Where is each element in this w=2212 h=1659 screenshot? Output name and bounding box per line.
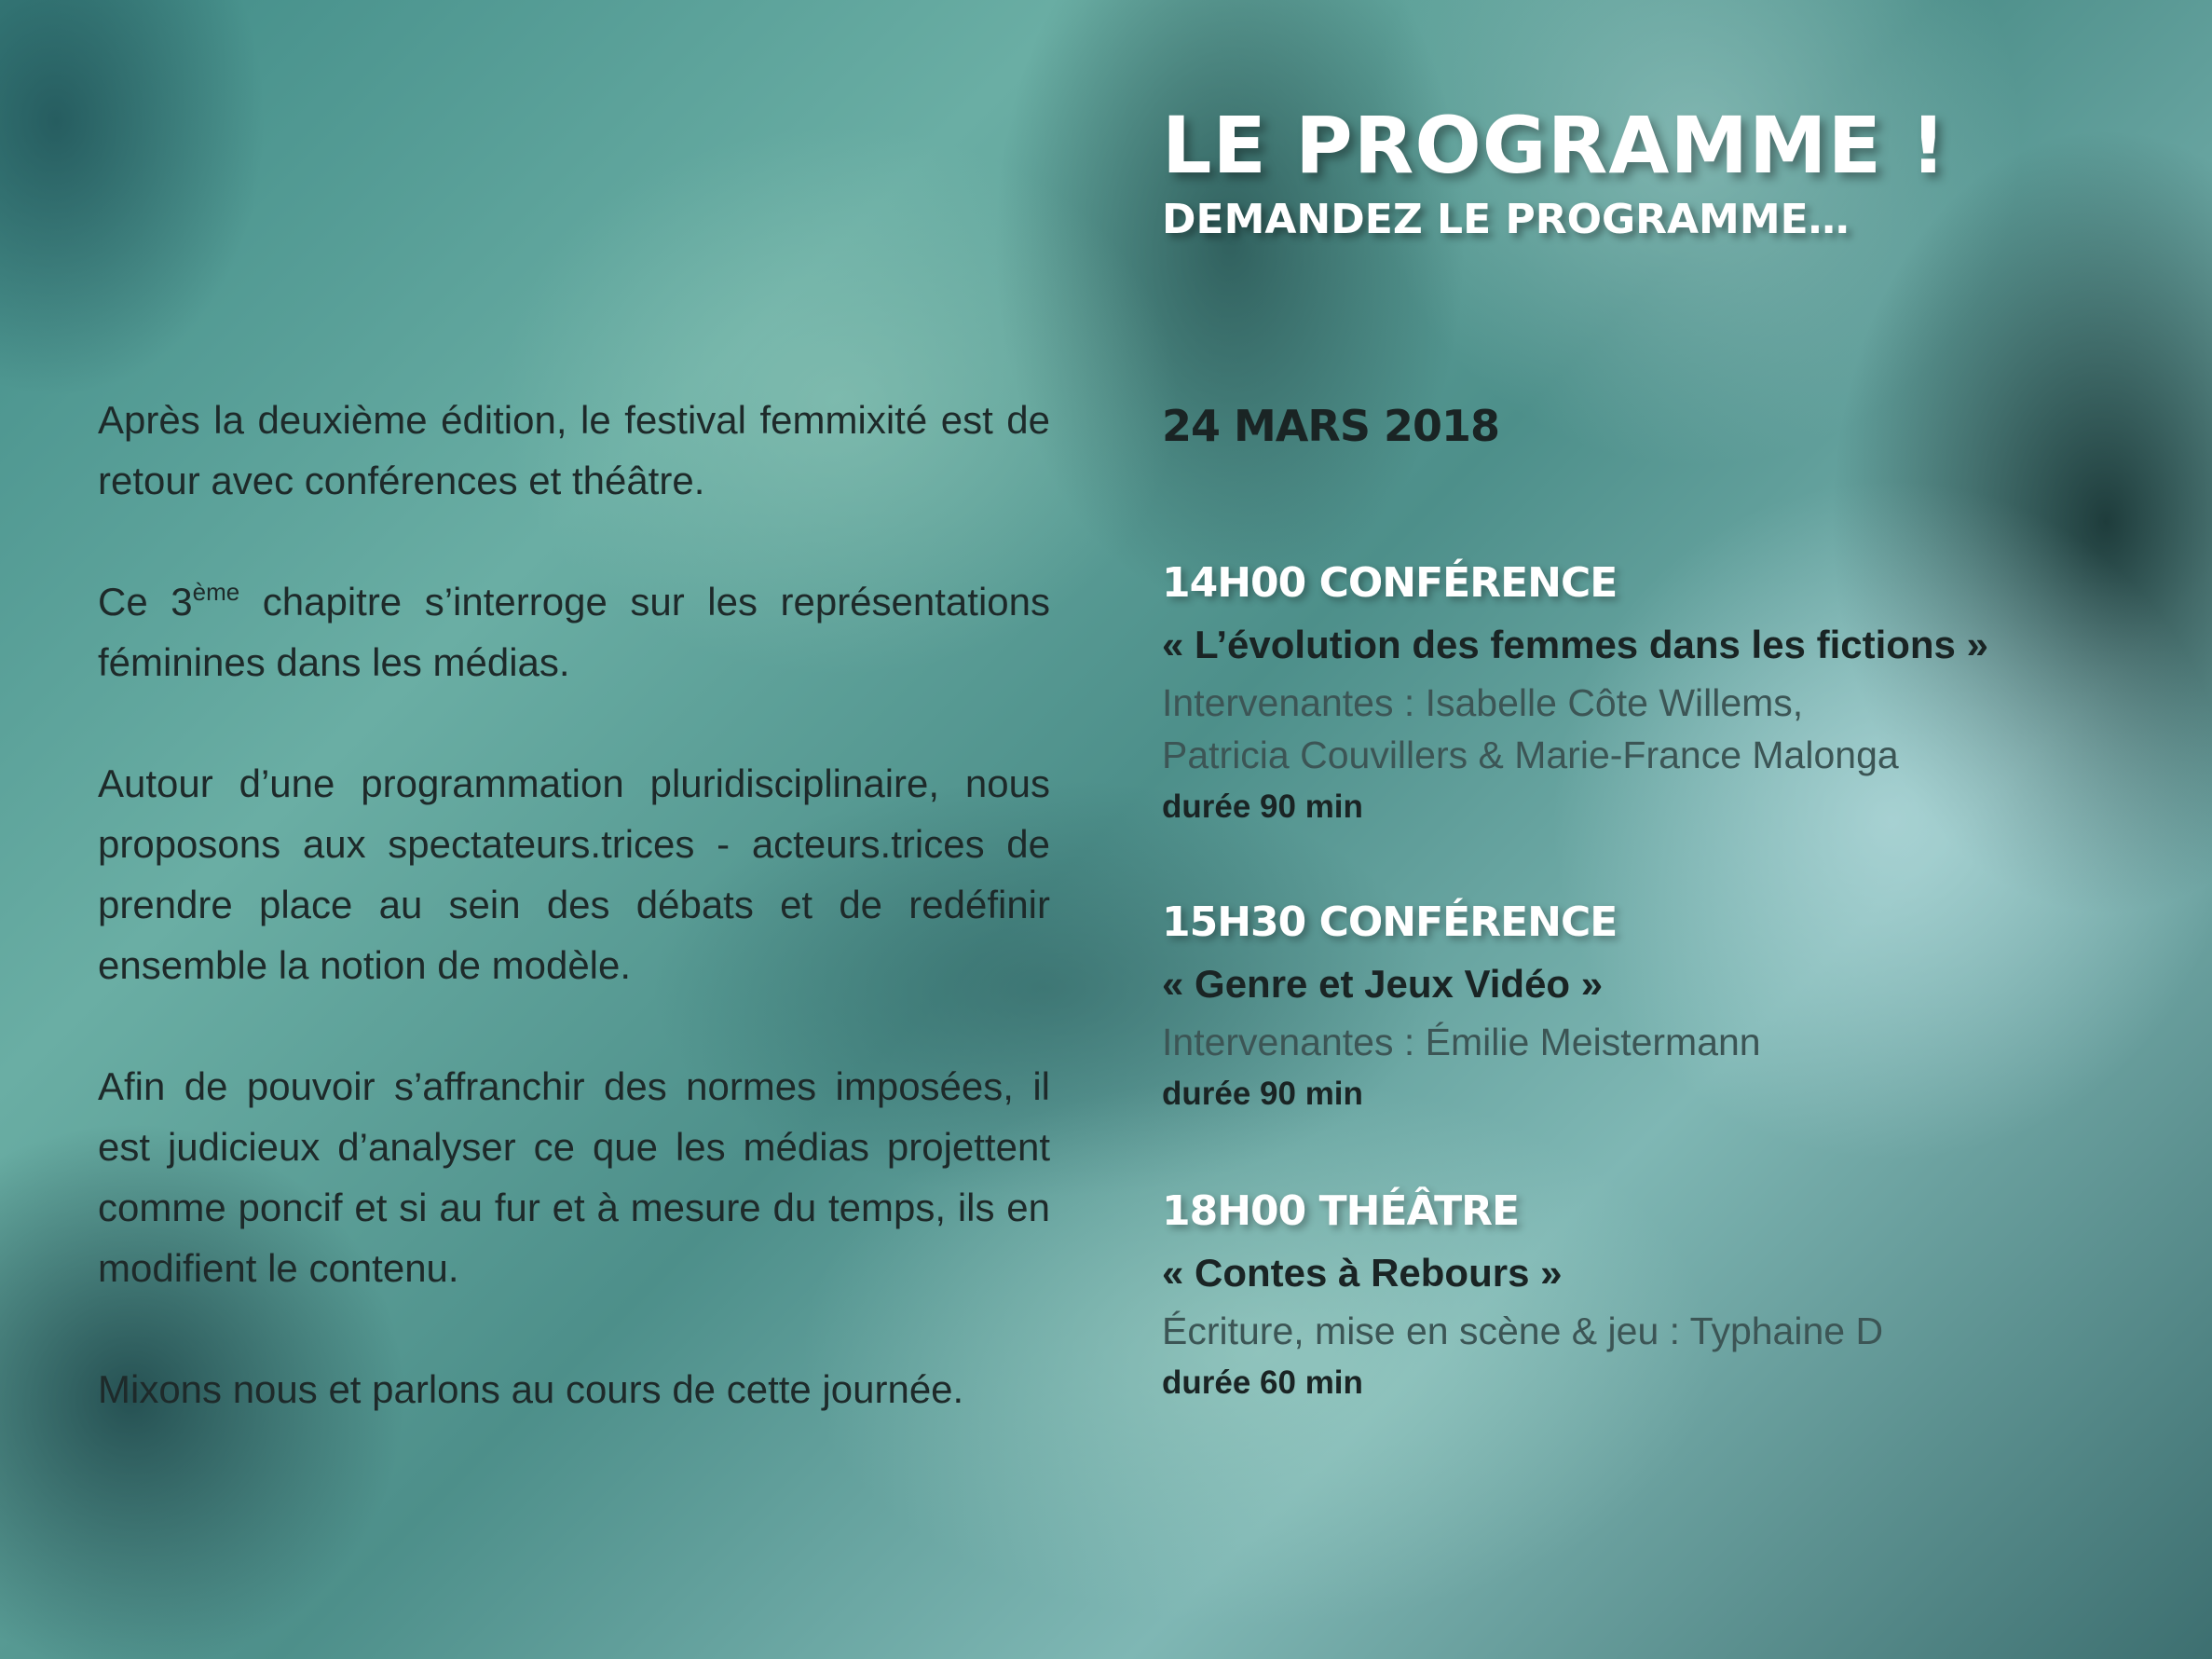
event-3 xyxy=(1162,1186,2187,1405)
intro-paragraph-3: Autour d’une programmation pluridisciplinaire, nous proposons aux spectateurs.trices - acteurs.trices de prendre place au sein des débats et de redéfinir ensemble la notion de modèle. xyxy=(98,761,1050,987)
event-1-title: « L’évolution des femmes dans les fictions » xyxy=(1162,623,1988,666)
event-3-heading: 18H00 THÉÂTRE xyxy=(1162,1187,1520,1235)
programme-subtitle: DEMANDEZ LE PROGRAMME… xyxy=(1162,196,1850,243)
intro-paragraph-5: Mixons nous et parlons au cours de cette journée. xyxy=(98,1367,964,1411)
event-date: 24 MARS 2018 xyxy=(1162,401,1499,451)
intro-paragraph-4: Afin de pouvoir s’affranchir des normes imposées, il est judicieux d’analyser ce que les médias projettent comme poncif et si au fur et à mesure du temps, ils en modifient le contenu. xyxy=(98,1064,1050,1290)
ordinal-superscript: ème xyxy=(192,578,240,606)
intro-paragraph-1: Après la deuxième édition, le festival femmixité est de retour avec conférences et théâtre. xyxy=(98,398,1050,502)
event-2-speakers: Intervenantes : Émilie Meistermann xyxy=(1162,1021,1761,1063)
event-2-heading: 15H30 CONFÉRENCE xyxy=(1162,898,1618,946)
event-1-speakers-line-1: Intervenantes : Isabelle Côte Willems, xyxy=(1162,681,1804,724)
event-2 xyxy=(1162,897,2187,1117)
event-2-title: « Genre et Jeux Vidéo » xyxy=(1162,962,1604,1006)
intro-paragraph-2-start: Ce 3 xyxy=(98,580,193,624)
event-3-duration: durée 60 min xyxy=(1162,1364,1363,1401)
programme-column xyxy=(1162,100,2187,1401)
event-1-speakers-line-2: Patricia Couvillers & Marie-France Malonga xyxy=(1162,734,1899,776)
event-1-heading: 14H00 CONFÉRENCE xyxy=(1162,559,1618,607)
event-2-duration: durée 90 min xyxy=(1162,1076,1363,1112)
event-3-speakers: Écriture, mise en scène & jeu : Typhaine D xyxy=(1162,1309,1884,1352)
event-3-title: « Contes à Rebours » xyxy=(1162,1251,1563,1295)
intro-paragraph-2 xyxy=(98,571,1050,692)
event-1 xyxy=(1162,557,2187,830)
programme-title: LE PROGRAMME ! xyxy=(1162,100,1947,191)
event-1-duration: durée 90 min xyxy=(1162,788,1363,825)
intro-text xyxy=(98,390,1050,1419)
intro-paragraph-2-end: chapitre s’interroge sur les représentations féminines dans les médias. xyxy=(98,580,1051,684)
event-1-speakers xyxy=(1162,677,2187,781)
